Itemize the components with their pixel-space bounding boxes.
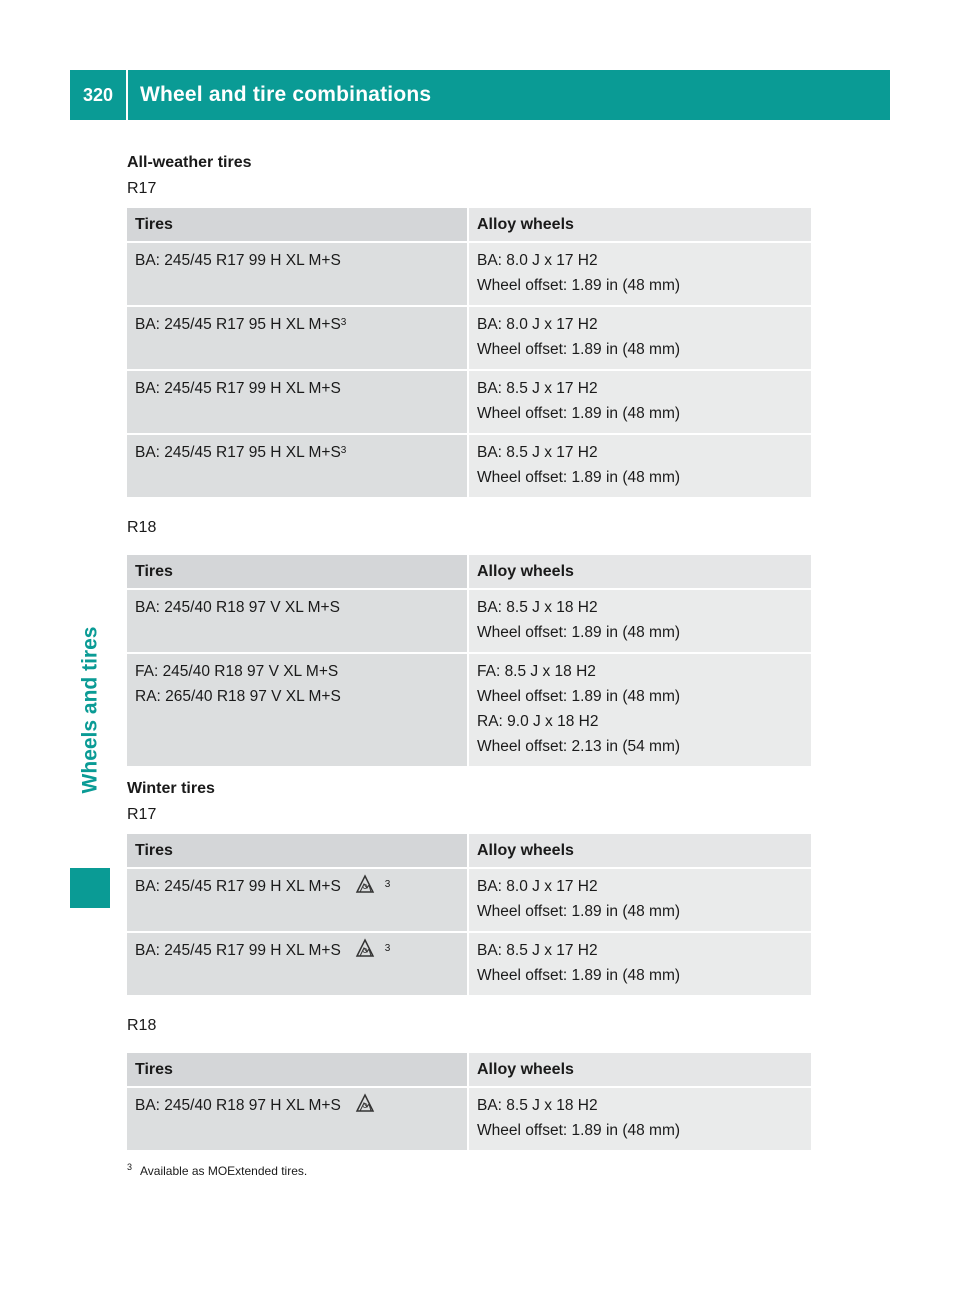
allweather-r18-table xyxy=(127,555,811,766)
subsection-label-r18: R18 xyxy=(127,519,157,536)
tire-spec: BA: 245/45 R17 99 H XL M+S xyxy=(135,942,341,959)
tire-spec: BA: 245/45 R17 99 H XL M+S xyxy=(135,878,341,895)
footnote-text: Available as MOExtended tires. xyxy=(140,1164,308,1178)
column-header-wheels: Alloy wheels xyxy=(468,834,811,868)
tire-cell xyxy=(127,932,468,995)
tire-spec: BA: 245/45 R17 99 H XL M+S xyxy=(135,252,341,269)
footnote-number: 3 xyxy=(127,1162,133,1172)
wheel-cell xyxy=(468,1087,811,1150)
allweather-r17-table xyxy=(127,208,811,497)
subsection-label-r17: R17 xyxy=(127,180,157,197)
table-header-row xyxy=(127,208,811,242)
wheel-cell xyxy=(468,653,811,766)
tire-cell xyxy=(127,1087,468,1150)
tire-spec: BA: 245/45 R17 95 H XL M+S xyxy=(135,444,341,461)
side-tab-label: Wheels and tires xyxy=(78,626,102,794)
tire-spec-front: FA: 245/40 R18 97 V XL M+S xyxy=(135,663,339,680)
column-header-tires: Tires xyxy=(127,1053,468,1087)
table-row xyxy=(127,370,811,434)
wheel-offset-front: Wheel offset: 1.89 in (48 mm) xyxy=(477,688,681,705)
wheel-offset: Wheel offset: 1.89 in (48 mm) xyxy=(477,624,681,641)
table-header-row xyxy=(127,555,811,589)
tire-cell xyxy=(127,306,468,370)
column-header-wheels: Alloy wheels xyxy=(468,208,811,242)
winter-r18-table xyxy=(127,1053,811,1150)
wheel-offset: Wheel offset: 1.89 in (48 mm) xyxy=(477,469,681,486)
column-header-wheels: Alloy wheels xyxy=(468,555,811,589)
snowflake-mountain-icon xyxy=(355,1093,375,1113)
tire-spec: BA: 245/45 R17 95 H XL M+S xyxy=(135,316,341,333)
wheel-spec: BA: 8.5 J x 17 H2 xyxy=(477,444,598,461)
tire-spec: BA: 245/45 R17 99 H XL M+S xyxy=(135,380,341,397)
wheel-cell xyxy=(468,932,811,995)
wheel-spec: BA: 8.5 J x 18 H2 xyxy=(477,599,598,616)
snowflake-mountain-icon xyxy=(355,874,375,894)
column-header-wheels: Alloy wheels xyxy=(468,1053,811,1087)
wheel-spec-rear: RA: 9.0 J x 18 H2 xyxy=(477,713,599,730)
wheel-offset: Wheel offset: 1.89 in (48 mm) xyxy=(477,405,681,422)
wheel-offset: Wheel offset: 1.89 in (48 mm) xyxy=(477,967,681,984)
footnote-ref: 3 xyxy=(384,879,391,890)
footnote-ref: 3 xyxy=(340,317,347,328)
wheel-cell xyxy=(468,868,811,932)
tire-spec-rear: RA: 265/40 R18 97 V XL M+S xyxy=(135,688,341,705)
table-row xyxy=(127,589,811,653)
section-title-winter: Winter tires xyxy=(127,780,215,797)
wheel-spec: BA: 8.0 J x 17 H2 xyxy=(477,878,598,895)
wheel-spec: BA: 8.0 J x 17 H2 xyxy=(477,316,598,333)
footnote xyxy=(127,1164,307,1178)
snowflake-mountain-icon xyxy=(355,938,375,958)
wheel-cell xyxy=(468,242,811,306)
subsection-label-r17: R17 xyxy=(127,806,157,823)
table-row xyxy=(127,868,811,932)
tire-spec: BA: 245/40 R18 97 H XL M+S xyxy=(135,1097,341,1114)
wheel-offset: Wheel offset: 1.89 in (48 mm) xyxy=(477,277,681,294)
footnote-ref: 3 xyxy=(340,445,347,456)
wheel-spec-front: FA: 8.5 J x 18 H2 xyxy=(477,663,596,680)
table-row xyxy=(127,932,811,995)
winter-r17-table xyxy=(127,834,811,995)
wheel-spec: BA: 8.0 J x 17 H2 xyxy=(477,252,598,269)
table-header-row xyxy=(127,834,811,868)
wheel-cell xyxy=(468,589,811,653)
table-row xyxy=(127,1087,811,1150)
tire-spec: BA: 245/40 R18 97 V XL M+S xyxy=(135,599,340,616)
wheel-offset-rear: Wheel offset: 2.13 in (54 mm) xyxy=(477,738,681,755)
table-row xyxy=(127,242,811,306)
tire-cell xyxy=(127,653,468,766)
column-header-tires: Tires xyxy=(127,834,468,868)
tire-cell xyxy=(127,589,468,653)
wheel-spec: BA: 8.5 J x 18 H2 xyxy=(477,1097,598,1114)
table-row xyxy=(127,653,811,766)
subsection-label-r18: R18 xyxy=(127,1017,157,1034)
tire-cell xyxy=(127,434,468,497)
content xyxy=(127,150,811,1150)
tire-cell xyxy=(127,242,468,306)
column-header-tires: Tires xyxy=(127,555,468,589)
column-header-tires: Tires xyxy=(127,208,468,242)
wheel-spec: BA: 8.5 J x 17 H2 xyxy=(477,380,598,397)
footnote-ref: 3 xyxy=(384,943,391,954)
section-title-allweather: All-weather tires xyxy=(127,154,252,171)
wheel-cell xyxy=(468,370,811,434)
wheel-offset: Wheel offset: 1.89 in (48 mm) xyxy=(477,341,681,358)
wheel-cell xyxy=(468,434,811,497)
page-header xyxy=(70,70,890,120)
side-marker xyxy=(70,868,110,908)
tire-cell xyxy=(127,868,468,932)
table-header-row xyxy=(127,1053,811,1087)
side-tab xyxy=(70,560,110,860)
wheel-spec: BA: 8.5 J x 17 H2 xyxy=(477,942,598,959)
wheel-offset: Wheel offset: 1.89 in (48 mm) xyxy=(477,1122,681,1139)
tire-cell xyxy=(127,370,468,434)
page-title: Wheel and tire combinations xyxy=(140,83,432,106)
page-number: 320 xyxy=(70,70,128,120)
table-row xyxy=(127,434,811,497)
wheel-offset: Wheel offset: 1.89 in (48 mm) xyxy=(477,903,681,920)
table-row xyxy=(127,306,811,370)
wheel-cell xyxy=(468,306,811,370)
